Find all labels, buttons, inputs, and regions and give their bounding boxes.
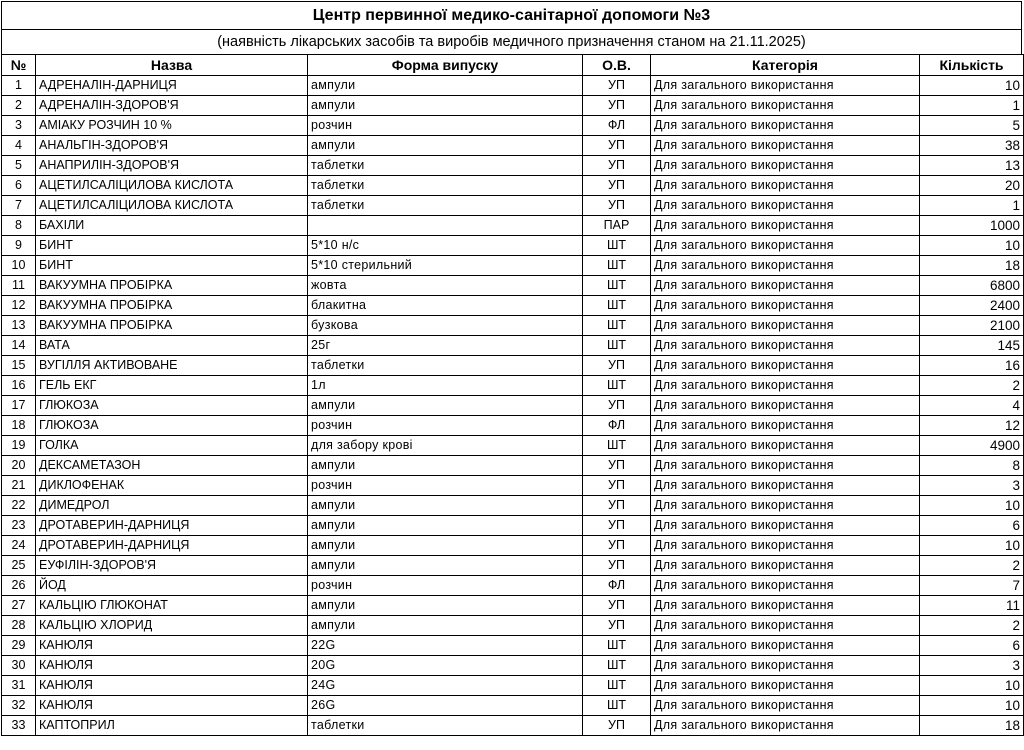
- table-row: [2, 136, 1024, 156]
- cell-qty[interactable]: 12: [920, 416, 1024, 436]
- cell-num[interactable]: 31: [2, 676, 36, 696]
- cell-qty[interactable]: 16: [920, 356, 1024, 376]
- cell-form[interactable]: таблетки: [308, 156, 583, 176]
- cell-form[interactable]: ампули: [308, 596, 583, 616]
- cell-name[interactable]: ГЛЮКОЗА: [36, 416, 308, 436]
- cell-form[interactable]: таблетки: [308, 356, 583, 376]
- cell-num[interactable]: 7: [2, 196, 36, 216]
- table-row: [2, 476, 1024, 496]
- cell-unit[interactable]: УП: [583, 556, 651, 576]
- cell-form[interactable]: таблетки: [308, 176, 583, 196]
- cell-unit[interactable]: ФЛ: [583, 576, 651, 596]
- cell-unit[interactable]: УП: [583, 456, 651, 476]
- cell-name[interactable]: ДИМЕДРОЛ: [36, 496, 308, 516]
- cell-form[interactable]: ампули: [308, 496, 583, 516]
- cell-unit[interactable]: УП: [583, 396, 651, 416]
- cell-form[interactable]: 1л: [308, 376, 583, 396]
- cell-name[interactable]: АНАЛЬГІН-ЗДОРОВ'Я: [36, 136, 308, 156]
- cell-form[interactable]: ампули: [308, 96, 583, 116]
- table-row: [2, 76, 1024, 96]
- cell-category[interactable]: Для загального використання: [651, 136, 920, 156]
- inventory-sheet: [1, 1, 1022, 736]
- cell-category[interactable]: Для загального використання: [651, 156, 920, 176]
- cell-name[interactable]: КАЛЬЦІЮ ХЛОРИД: [36, 616, 308, 636]
- cell-form[interactable]: таблетки: [308, 196, 583, 216]
- cell-qty[interactable]: 3: [920, 656, 1024, 676]
- cell-category[interactable]: Для загального використання: [651, 356, 920, 376]
- table-row: [2, 256, 1024, 276]
- cell-qty[interactable]: 4: [920, 396, 1024, 416]
- header-row: [2, 55, 1024, 76]
- cell-num[interactable]: 33: [2, 716, 36, 736]
- cell-qty[interactable]: 18: [920, 256, 1024, 276]
- cell-form[interactable]: ампули: [308, 76, 583, 96]
- cell-category[interactable]: Для загального використання: [651, 456, 920, 476]
- cell-form[interactable]: ампули: [308, 616, 583, 636]
- cell-qty[interactable]: 10: [920, 536, 1024, 556]
- cell-form[interactable]: ампули: [308, 536, 583, 556]
- cell-unit[interactable]: УП: [583, 536, 651, 556]
- cell-category[interactable]: Для загального використання: [651, 396, 920, 416]
- cell-form[interactable]: 26G: [308, 696, 583, 716]
- col-header-qty[interactable]: Кількість: [920, 55, 1024, 76]
- cell-category[interactable]: Для загального використання: [651, 296, 920, 316]
- table-row: [2, 596, 1024, 616]
- cell-num[interactable]: 27: [2, 596, 36, 616]
- table-row: [2, 496, 1024, 516]
- table-row: [2, 536, 1024, 556]
- col-header-num[interactable]: №: [2, 55, 36, 76]
- cell-num[interactable]: 28: [2, 616, 36, 636]
- cell-num[interactable]: 15: [2, 356, 36, 376]
- cell-qty[interactable]: 1000: [920, 216, 1024, 236]
- cell-unit[interactable]: ШТ: [583, 296, 651, 316]
- cell-qty[interactable]: 13: [920, 156, 1024, 176]
- cell-unit[interactable]: ШТ: [583, 276, 651, 296]
- table-row: [2, 696, 1024, 716]
- cell-unit[interactable]: ШТ: [583, 436, 651, 456]
- cell-name[interactable]: АЦЕТИЛСАЛІЦИЛОВА КИСЛОТА: [36, 176, 308, 196]
- cell-category[interactable]: Для загального використання: [651, 216, 920, 236]
- cell-unit[interactable]: УП: [583, 156, 651, 176]
- cell-unit[interactable]: ФЛ: [583, 416, 651, 436]
- cell-name[interactable]: КАНЮЛЯ: [36, 676, 308, 696]
- cell-qty[interactable]: 4900: [920, 436, 1024, 456]
- cell-category[interactable]: Для загального використання: [651, 536, 920, 556]
- cell-category[interactable]: Для загального використання: [651, 576, 920, 596]
- cell-name[interactable]: БИНТ: [36, 236, 308, 256]
- cell-qty[interactable]: 8: [920, 456, 1024, 476]
- cell-form[interactable]: жовта: [308, 276, 583, 296]
- cell-category[interactable]: Для загального використання: [651, 416, 920, 436]
- cell-name[interactable]: ДРОТАВЕРИН-ДАРНИЦЯ: [36, 516, 308, 536]
- cell-category[interactable]: Для загального використання: [651, 476, 920, 496]
- cell-qty[interactable]: 10: [920, 236, 1024, 256]
- cell-qty[interactable]: 11: [920, 596, 1024, 616]
- cell-category[interactable]: Для загального використання: [651, 316, 920, 336]
- cell-unit[interactable]: УП: [583, 616, 651, 636]
- cell-unit[interactable]: УП: [583, 356, 651, 376]
- table-row: [2, 616, 1024, 636]
- cell-category[interactable]: Для загального використання: [651, 656, 920, 676]
- cell-unit[interactable]: ШТ: [583, 676, 651, 696]
- table-row: [2, 436, 1024, 456]
- cell-name[interactable]: ГОЛКА: [36, 436, 308, 456]
- cell-form[interactable]: 22G: [308, 636, 583, 656]
- table-row: [2, 216, 1024, 236]
- cell-qty[interactable]: 10: [920, 76, 1024, 96]
- cell-qty[interactable]: 10: [920, 676, 1024, 696]
- cell-num[interactable]: 9: [2, 236, 36, 256]
- cell-num[interactable]: 22: [2, 496, 36, 516]
- cell-qty[interactable]: 2100: [920, 316, 1024, 336]
- col-header-category[interactable]: Категорія: [651, 55, 920, 76]
- table-row: [2, 556, 1024, 576]
- cell-unit[interactable]: УП: [583, 176, 651, 196]
- cell-name[interactable]: ГЛЮКОЗА: [36, 396, 308, 416]
- cell-num[interactable]: 17: [2, 396, 36, 416]
- cell-num[interactable]: 6: [2, 176, 36, 196]
- table-row: [2, 336, 1024, 356]
- cell-num[interactable]: 4: [2, 136, 36, 156]
- table-row: [2, 516, 1024, 536]
- cell-unit[interactable]: ШТ: [583, 256, 651, 276]
- cell-form[interactable]: 25г: [308, 336, 583, 356]
- table-row: [2, 96, 1024, 116]
- cell-qty[interactable]: 1: [920, 96, 1024, 116]
- table-row: [2, 716, 1024, 736]
- cell-form[interactable]: розчин: [308, 476, 583, 496]
- cell-num[interactable]: 5: [2, 156, 36, 176]
- cell-name[interactable]: ДРОТАВЕРИН-ДАРНИЦЯ: [36, 536, 308, 556]
- cell-num[interactable]: 23: [2, 516, 36, 536]
- cell-unit[interactable]: ШТ: [583, 336, 651, 356]
- cell-qty[interactable]: 7: [920, 576, 1024, 596]
- cell-qty[interactable]: 6: [920, 636, 1024, 656]
- table-body: [2, 76, 1024, 736]
- cell-form[interactable]: 5*10 стерильний: [308, 256, 583, 276]
- cell-name[interactable]: АЦЕТИЛСАЛІЦИЛОВА КИСЛОТА: [36, 196, 308, 216]
- cell-unit[interactable]: УП: [583, 136, 651, 156]
- table-row: [2, 356, 1024, 376]
- cell-category[interactable]: Для загального використання: [651, 516, 920, 536]
- table-row: [2, 116, 1024, 136]
- cell-num[interactable]: 16: [2, 376, 36, 396]
- cell-num[interactable]: 30: [2, 656, 36, 676]
- cell-name[interactable]: ВАКУУМНА ПРОБІРКА: [36, 316, 308, 336]
- cell-num[interactable]: 21: [2, 476, 36, 496]
- table-row: [2, 576, 1024, 596]
- table-row: [2, 176, 1024, 196]
- cell-form[interactable]: розчин: [308, 116, 583, 136]
- table-row: [2, 396, 1024, 416]
- cell-category[interactable]: Для загального використання: [651, 556, 920, 576]
- cell-form[interactable]: для забору крові: [308, 436, 583, 456]
- cell-qty[interactable]: 2: [920, 616, 1024, 636]
- cell-num[interactable]: 1: [2, 76, 36, 96]
- cell-unit[interactable]: ШТ: [583, 316, 651, 336]
- col-header-name[interactable]: Назва: [36, 55, 308, 76]
- cell-category[interactable]: Для загального використання: [651, 696, 920, 716]
- cell-category[interactable]: Для загального використання: [651, 336, 920, 356]
- cell-qty[interactable]: 10: [920, 696, 1024, 716]
- cell-category[interactable]: Для загального використання: [651, 616, 920, 636]
- cell-category[interactable]: Для загального використання: [651, 236, 920, 256]
- cell-num[interactable]: 25: [2, 556, 36, 576]
- cell-num[interactable]: 18: [2, 416, 36, 436]
- sheet-title: Центр первинної медико-санітарної допомоги №3: [1, 1, 1022, 29]
- cell-form[interactable]: ампули: [308, 556, 583, 576]
- cell-unit[interactable]: ШТ: [583, 636, 651, 656]
- cell-num[interactable]: 19: [2, 436, 36, 456]
- table-row: [2, 676, 1024, 696]
- cell-name[interactable]: КАНЮЛЯ: [36, 636, 308, 656]
- cell-name[interactable]: БАХІЛИ: [36, 216, 308, 236]
- cell-name[interactable]: ВАТА: [36, 336, 308, 356]
- cell-unit[interactable]: УП: [583, 596, 651, 616]
- cell-name[interactable]: ВАКУУМНА ПРОБІРКА: [36, 296, 308, 316]
- cell-name[interactable]: ГЕЛЬ ЕКГ: [36, 376, 308, 396]
- sheet-subtitle: (наявність лікарських засобів та виробів медичного призначення станом на 21.11.2025): [1, 29, 1022, 54]
- cell-form[interactable]: [308, 216, 583, 236]
- table-row: [2, 376, 1024, 396]
- cell-qty[interactable]: 2: [920, 376, 1024, 396]
- cell-category[interactable]: Для загального використання: [651, 496, 920, 516]
- cell-num[interactable]: 20: [2, 456, 36, 476]
- cell-qty[interactable]: 18: [920, 716, 1024, 736]
- cell-name[interactable]: ДИКЛОФЕНАК: [36, 476, 308, 496]
- table-row: [2, 296, 1024, 316]
- table-row: [2, 276, 1024, 296]
- cell-name[interactable]: ВУГІЛЛЯ АКТИВОВАНЕ: [36, 356, 308, 376]
- cell-qty[interactable]: 20: [920, 176, 1024, 196]
- cell-num[interactable]: 32: [2, 696, 36, 716]
- col-header-form[interactable]: Форма випуску: [308, 55, 583, 76]
- cell-unit[interactable]: ШТ: [583, 656, 651, 676]
- cell-qty[interactable]: 5: [920, 116, 1024, 136]
- table-row: [2, 636, 1024, 656]
- cell-name[interactable]: БИНТ: [36, 256, 308, 276]
- cell-unit[interactable]: УП: [583, 516, 651, 536]
- cell-name[interactable]: КАНЮЛЯ: [36, 696, 308, 716]
- cell-category[interactable]: Для загального використання: [651, 636, 920, 656]
- cell-form[interactable]: бузкова: [308, 316, 583, 336]
- cell-num[interactable]: 13: [2, 316, 36, 336]
- cell-form[interactable]: розчин: [308, 416, 583, 436]
- cell-qty[interactable]: 10: [920, 496, 1024, 516]
- cell-category[interactable]: Для загального використання: [651, 716, 920, 736]
- cell-name[interactable]: КАНЮЛЯ: [36, 656, 308, 676]
- table-row: [2, 656, 1024, 676]
- cell-qty[interactable]: 1: [920, 196, 1024, 216]
- cell-category[interactable]: Для загального використання: [651, 596, 920, 616]
- cell-form[interactable]: ампули: [308, 136, 583, 156]
- cell-form[interactable]: блакитна: [308, 296, 583, 316]
- cell-num[interactable]: 29: [2, 636, 36, 656]
- cell-form[interactable]: 5*10 н/с: [308, 236, 583, 256]
- cell-num[interactable]: 3: [2, 116, 36, 136]
- cell-num[interactable]: 24: [2, 536, 36, 556]
- cell-name[interactable]: АДРЕНАЛІН-ДАРНИЦЯ: [36, 76, 308, 96]
- cell-num[interactable]: 11: [2, 276, 36, 296]
- cell-category[interactable]: Для загального використання: [651, 276, 920, 296]
- cell-unit[interactable]: ФЛ: [583, 116, 651, 136]
- cell-qty[interactable]: 6800: [920, 276, 1024, 296]
- cell-name[interactable]: ЕУФІЛІН-ЗДОРОВ'Я: [36, 556, 308, 576]
- cell-form[interactable]: ампули: [308, 456, 583, 476]
- cell-name[interactable]: КАЛЬЦІЮ ГЛЮКОНАТ: [36, 596, 308, 616]
- table-row: [2, 196, 1024, 216]
- cell-qty[interactable]: 3: [920, 476, 1024, 496]
- cell-num[interactable]: 26: [2, 576, 36, 596]
- cell-unit[interactable]: ШТ: [583, 696, 651, 716]
- cell-name[interactable]: АДРЕНАЛІН-ЗДОРОВ'Я: [36, 96, 308, 116]
- cell-num[interactable]: 2: [2, 96, 36, 116]
- cell-num[interactable]: 14: [2, 336, 36, 356]
- table-row: [2, 456, 1024, 476]
- cell-form[interactable]: таблетки: [308, 716, 583, 736]
- cell-qty[interactable]: 2400: [920, 296, 1024, 316]
- cell-category[interactable]: Для загального використання: [651, 176, 920, 196]
- col-header-unit[interactable]: О.В.: [583, 55, 651, 76]
- cell-unit[interactable]: ШТ: [583, 236, 651, 256]
- cell-name[interactable]: ВАКУУМНА ПРОБІРКА: [36, 276, 308, 296]
- cell-category[interactable]: Для загального використання: [651, 376, 920, 396]
- cell-name[interactable]: АМІАКУ РОЗЧИН 10 %: [36, 116, 308, 136]
- cell-name[interactable]: ЙОД: [36, 576, 308, 596]
- cell-num[interactable]: 8: [2, 216, 36, 236]
- cell-form[interactable]: ампули: [308, 396, 583, 416]
- cell-category[interactable]: Для загального використання: [651, 256, 920, 276]
- cell-name[interactable]: КАПТОПРИЛ: [36, 716, 308, 736]
- cell-unit[interactable]: ПАР: [583, 216, 651, 236]
- table-row: [2, 316, 1024, 336]
- cell-num[interactable]: 10: [2, 256, 36, 276]
- cell-name[interactable]: ДЕКСАМЕТАЗОН: [36, 456, 308, 476]
- cell-form[interactable]: 24G: [308, 676, 583, 696]
- cell-qty[interactable]: 6: [920, 516, 1024, 536]
- inventory-table: [1, 54, 1024, 736]
- cell-num[interactable]: 12: [2, 296, 36, 316]
- cell-qty[interactable]: 2: [920, 556, 1024, 576]
- cell-qty[interactable]: 38: [920, 136, 1024, 156]
- cell-category[interactable]: Для загального використання: [651, 76, 920, 96]
- table-row: [2, 236, 1024, 256]
- cell-name[interactable]: АНАПРИЛІН-ЗДОРОВ'Я: [36, 156, 308, 176]
- cell-category[interactable]: Для загального використання: [651, 196, 920, 216]
- table-row: [2, 416, 1024, 436]
- cell-form[interactable]: ампули: [308, 516, 583, 536]
- cell-qty[interactable]: 145: [920, 336, 1024, 356]
- cell-unit[interactable]: УП: [583, 716, 651, 736]
- cell-category[interactable]: Для загального використання: [651, 436, 920, 456]
- cell-unit[interactable]: УП: [583, 96, 651, 116]
- cell-unit[interactable]: УП: [583, 196, 651, 216]
- cell-unit[interactable]: ШТ: [583, 376, 651, 396]
- cell-category[interactable]: Для загального використання: [651, 676, 920, 696]
- cell-unit[interactable]: УП: [583, 476, 651, 496]
- cell-category[interactable]: Для загального використання: [651, 96, 920, 116]
- cell-form[interactable]: 20G: [308, 656, 583, 676]
- cell-unit[interactable]: УП: [583, 76, 651, 96]
- cell-category[interactable]: Для загального використання: [651, 116, 920, 136]
- table-row: [2, 156, 1024, 176]
- cell-form[interactable]: розчин: [308, 576, 583, 596]
- cell-unit[interactable]: УП: [583, 496, 651, 516]
